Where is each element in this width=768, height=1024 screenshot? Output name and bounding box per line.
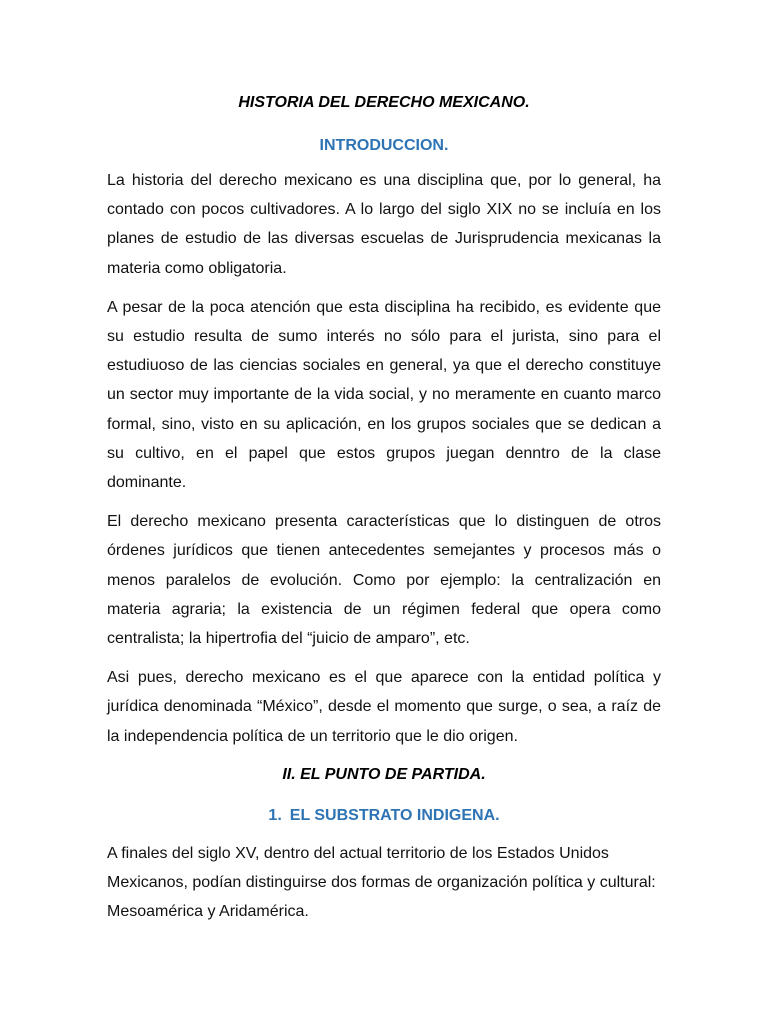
paragraph-3: El derecho mexicano presenta características que lo distinguen de otros órdenes jurídicos que tienen antecedentes semejantes y procesos más o menos paralelos de evolución. Como por ejemplo: la centralización en materia agraria; la existencia de un régimen federal que opera como centralista; la hipertrofia del “juicio de amparo”, etc. bbox=[107, 513, 661, 648]
intro-heading: INTRODUCCION. bbox=[319, 137, 449, 154]
document-page bbox=[107, 91, 661, 926]
paragraph-2: A pesar de la poca atención que esta disciplina ha recibido, es evidente que su estudio resulta de sumo interés no sólo para el jurista, sino para el estudiuoso de las ciencias sociales en general, ya que el derecho constituye un sector muy importante de la vida social, y no meramente en cuanto marco formal, sino, visto en su aplicación, en los grupos sociales que se dedican a su cultivo, en el papel que estos grupos juegan denntro de la clase dominante. bbox=[107, 298, 661, 492]
paragraph-1: La historia del derecho mexicano es una disciplina que, por lo general, ha contado con pocos cultivadores. A lo largo del siglo XIX no se incluía en los planes de estudio de las diversas escuelas de Jurisprudencia mexicanas la materia como obligatoria. bbox=[107, 172, 661, 277]
subsection-number: 1. bbox=[268, 806, 282, 824]
subsection-title: EL SUBSTRATO INDIGENA. bbox=[289, 806, 500, 824]
subsection-heading bbox=[107, 804, 661, 828]
paragraph-5: A finales del siglo XV, dentro del actual territorio de los Estados Unidos Mexicanos, podían distinguirse dos formas de organización política y cultural: Mesoamérica y Aridamérica. bbox=[107, 844, 656, 921]
section-heading: II. EL PUNTO DE PARTIDA. bbox=[282, 765, 486, 783]
document-title: HISTORIA DEL DERECHO MEXICANO. bbox=[238, 94, 530, 111]
paragraph-4: Asi pues, derecho mexicano es el que aparece con la entidad política y jurídica denominada “México”, desde el momento que surge, o sea, a raíz de la independencia política de un territorio que le dio origen. bbox=[107, 669, 661, 745]
